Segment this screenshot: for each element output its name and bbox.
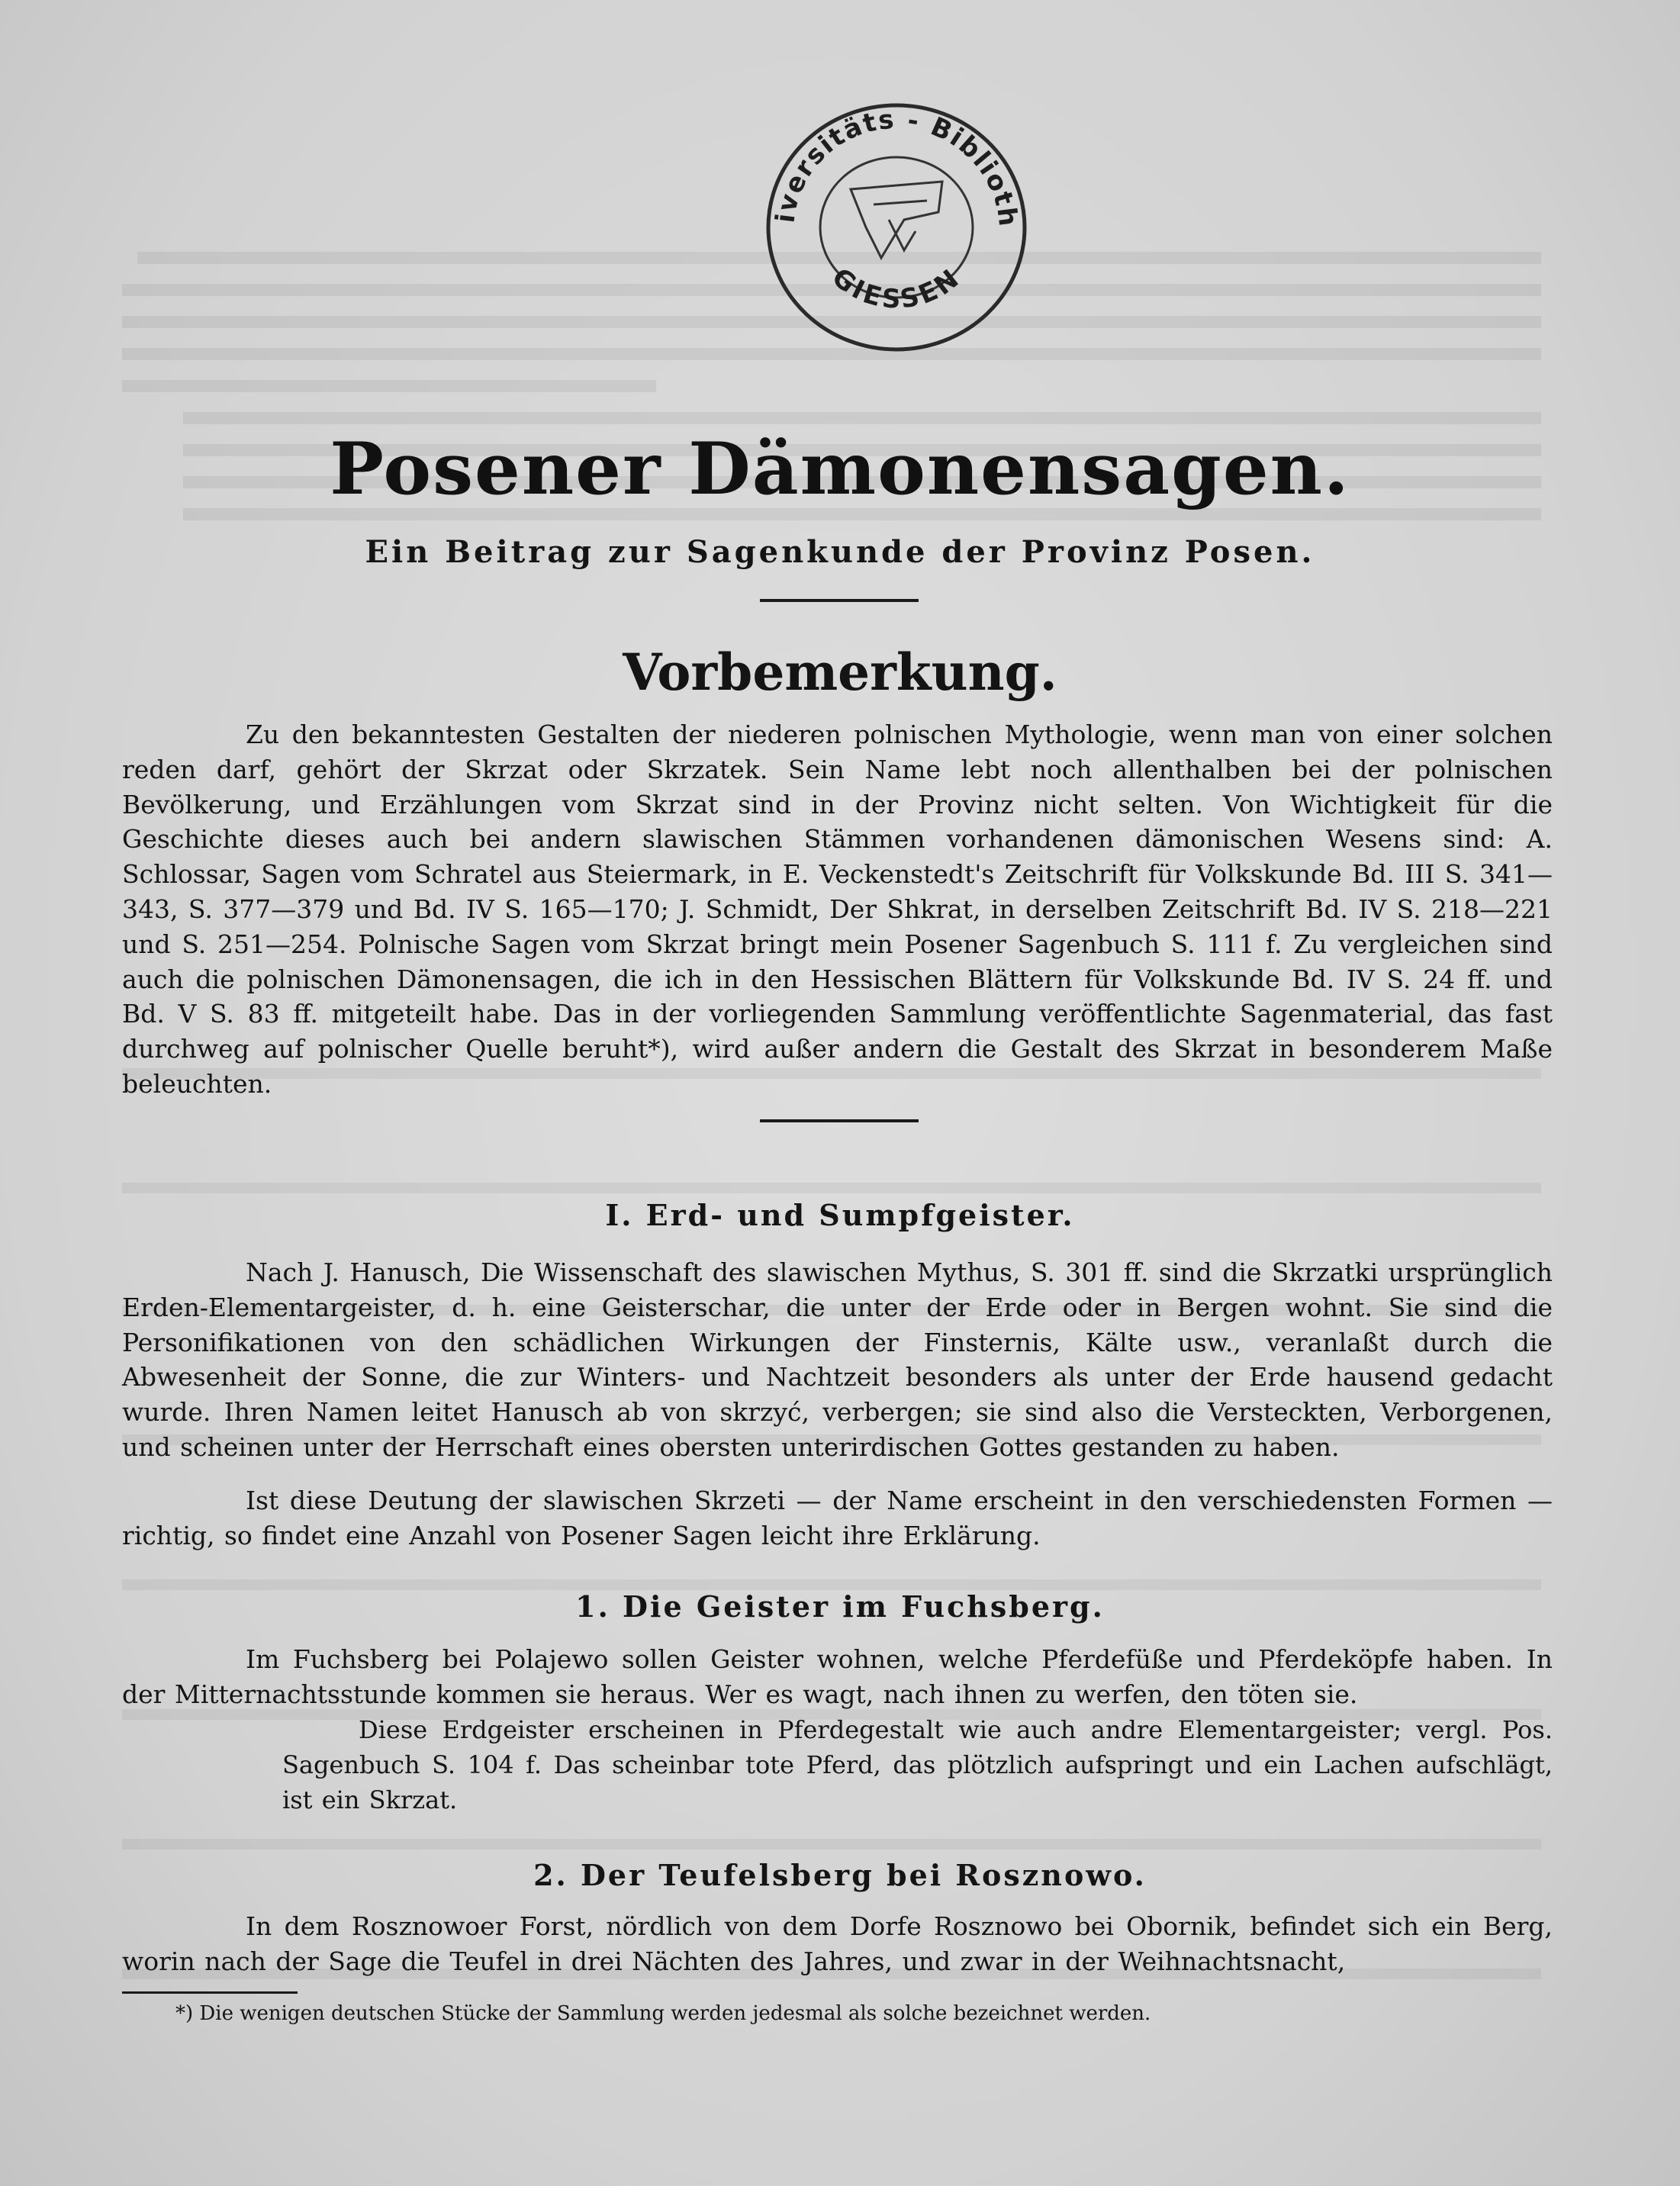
section1-paragraph-2: Ist diese Deutung der slawischen Skrzeti — der Name erscheint in den verschiedensten Formen — richtig, so findet eine Anzahl von Posener Sagen leicht ihre Erklärung.: [122, 1486, 1553, 1550]
divider-rule-2: [760, 1119, 919, 1122]
section1-paragraph-1: Nach J. Hanusch, Die Wissenschaft des slawischen Mythus, S. 301 ff. sind die Skrzatki ursprünglich Erden-Elementargeister, d. h. eine Geisterschar, die unter der Erde oder in Bergen wohnt. Sie sind die Personifikationen von den schädlichen Wirkungen der Finsternis, Kälte usw., veranlaßt durch die Abwesenheit der Sonne, die zur Winters- und Nachtzeit besonders als unter der Erde hausend gedacht wurde. Ihren Namen leitet Hanusch ab von skrzyć, verbergen; sie sind also die Versteckten, Verborgenen, und scheinen unter der Herrschaft eines obersten unterirdischen Gottes gestanden zu haben.: [122, 1257, 1553, 1462]
stamp-seal-icon: [751, 98, 1041, 357]
svg-text:Universitäts - Bibliothek: iversitäts - Biblioth: [770, 104, 1024, 230]
subtitle: Ein Beitrag zur Sagenkunde der Provinz Posen.: [365, 534, 1315, 570]
svg-text:GIESSEN: GIESSEN: [826, 262, 967, 315]
page-title: Posener Dämonensagen.: [330, 427, 1350, 511]
footnote: *) Die wenigen deutschen Stücke der Sammlung werden jedesmal als solche bezeichnet werden.: [175, 2002, 1151, 2025]
heading-preface: Vorbemerkung.: [623, 642, 1057, 702]
library-stamp: [751, 98, 1041, 357]
story1-paragraph: Im Fuchsberg bei Polajewo sollen Geister wohnen, welche Pferdefüße und Pferdeköpfe haben. In der Mitternachtsstunde kommen sie heraus. Wer es wagt, nach ihnen zu werfen, den töten sie.: [122, 1644, 1553, 1709]
divider-rule: [760, 599, 919, 602]
story2-paragraph: In dem Rosznowoer Forst, nördlich von dem Dorfe Rosznowo bei Obornik, befindet sich ein Berg, worin nach der Sage die Teufel in drei Nächten des Jahres, und zwar in der Weihnachtsnacht,: [122, 1911, 1553, 1976]
section-heading-1: I. Erd- und Sumpfgeister.: [605, 1198, 1075, 1232]
story1-note: Diese Erdgeister erscheinen in Pferdegestalt wie auch andre Elementargeister; vergl. Pos. Sagenbuch S. 104 f. Das scheinbar tote Pferd, das plötzlich aufspringt und ein Lachen aufschlägt, ist ein Skrzat.: [282, 1715, 1553, 1814]
story-heading-1: 1. Die Geister im Fuchsberg.: [575, 1589, 1105, 1624]
preface-paragraph: Zu den bekanntesten Gestalten der niederen polnischen Mythologie, wenn man von einer solchen reden darf, gehört der Skrzat oder Skrzatek. Sein Name lebt noch allenthalben bei der polnischen Bevölkerung, und Erzählungen vom Skrzat sind in der Provinz nicht selten. Von Wichtigkeit für die Geschichte dieses auch bei andern slawischen Stämmen vorhandenen dämonischen Wesens sind: A. Schlossar, Sagen vom Schratel aus Steiermark, in E. Veckenstedt's Zeitschrift für Volkskunde Bd. III S. 341—343, S. 377—379 und Bd. IV S. 165—170; J. Schmidt, Der Shkrat, in derselben Zeitschrift Bd. IV S. 218—221 und S. 251—254. Polnische Sagen vom Skrzat bringt mein Posener Sagenbuch S. 111 f. Zu vergleichen sind auch die polnischen Dämonensagen, die ich in den Hessischen Blättern für Volkskunde Bd. IV S. 24 ff. und Bd. V S. 83 ff. mitgeteilt habe. Das in der vorliegenden Sammlung veröffentlichte Sagenmaterial, das fast durchweg auf polnischer Quelle beruht*), wird außer andern die Gestalt des Skrzat in besonderem Maße beleuchten.: [122, 720, 1553, 1099]
story-heading-2: 2. Der Teufelsberg bei Rosznowo.: [533, 1858, 1147, 1892]
footnote-rule: [122, 1991, 298, 1994]
